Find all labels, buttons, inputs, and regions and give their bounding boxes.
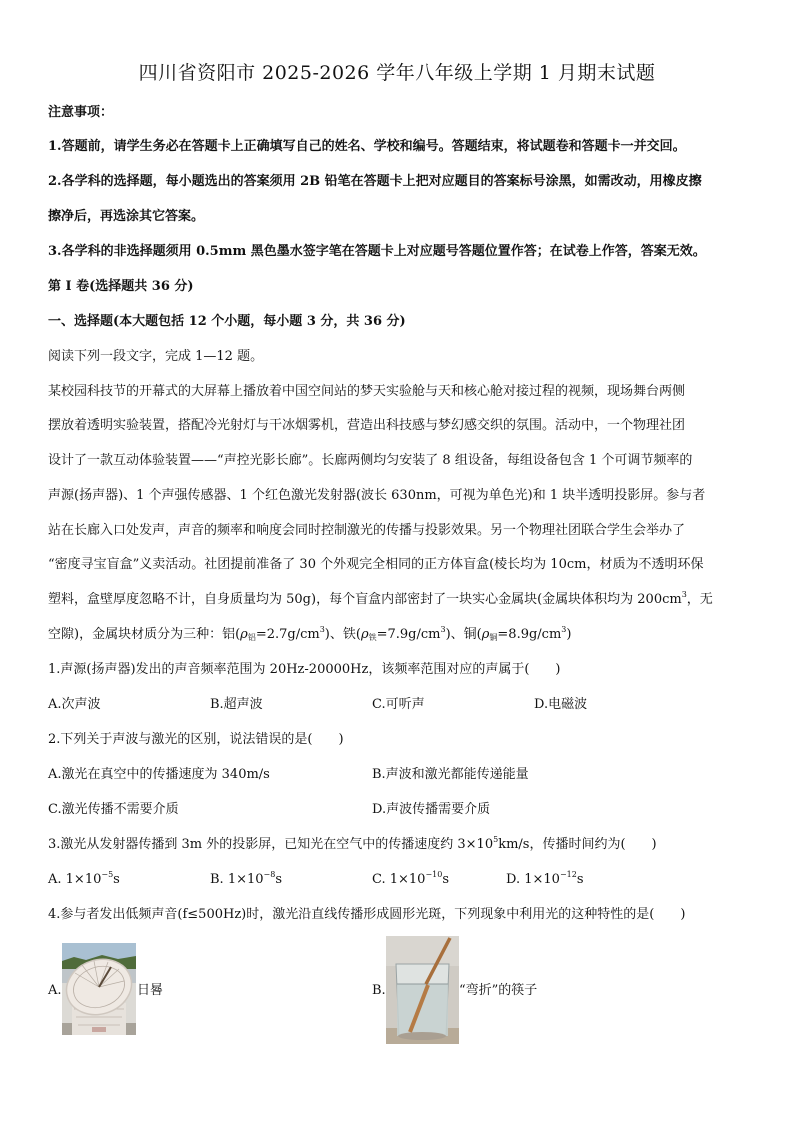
- passage-line-densities: [48, 626, 748, 644]
- note-1: 1.答题前，请学生务必在答题卡上正确填写自己的姓名、学校和编号。答题结束，将试题卷和答题卡一并交回。: [48, 139, 686, 154]
- superscript: 3: [681, 590, 687, 599]
- q2-option-b[interactable]: B.声波和激光都能传递能量: [372, 767, 529, 782]
- q1-option-b[interactable]: B.超声波: [210, 697, 263, 712]
- q3-option-d[interactable]: [506, 871, 584, 889]
- passage-line: [48, 591, 748, 609]
- option-text: C. 1×10: [372, 872, 426, 887]
- q4-option-a-text[interactable]: 日晷: [137, 983, 164, 998]
- subscript: 铜: [489, 633, 498, 642]
- unit: s: [113, 872, 120, 887]
- rho-symbol: ρ: [240, 627, 248, 642]
- unit: s: [576, 872, 584, 887]
- q4-option-b-letter[interactable]: B.: [372, 983, 386, 998]
- option-text: D. 1×10: [506, 872, 560, 887]
- passage-text: 塑料，盒壁厚度忽略不计，自身质量均为 50g)，每个盲盒内部密封了一块实心金属块(金属块体积均为 200cm: [48, 592, 682, 607]
- rho-symbol: ρ: [481, 627, 490, 642]
- superscript: 3: [561, 625, 567, 634]
- exponent: −10: [425, 870, 443, 879]
- passage-text: ，无: [686, 592, 713, 607]
- part-heading: 第 I 卷(选择题共 36 分): [48, 279, 194, 294]
- subscript: 铝: [247, 633, 256, 642]
- chopstick-in-glass-image: [386, 936, 459, 1044]
- q2-option-d[interactable]: D.声波传播需要介质: [372, 802, 491, 817]
- superscript: 3: [319, 625, 325, 634]
- passage-text: )、铜(: [445, 627, 482, 642]
- passage-line: 设计了一款互动体验装置——“声控光影长廊”。长廊两侧均匀安装了 8 组设备，每组设备包含 1 个可调节频率的: [48, 453, 693, 468]
- q1-option-c[interactable]: C.可听声: [372, 697, 425, 712]
- passage-line: “密度寻宝盲盒”义卖活动。社团提前准备了 30 个外观完全相同的正方体盲盒(棱长均为 10cm，材质为不透明环保: [48, 557, 704, 572]
- q3-option-c[interactable]: [372, 871, 449, 889]
- reading-intro: 阅读下列一段文字，完成 1—12 题。: [48, 349, 264, 364]
- density-value: =8.9g/cm: [497, 627, 562, 642]
- q3-option-a[interactable]: [48, 871, 120, 889]
- question-1-stem: 1.声源(扬声器)发出的声音频率范围为 20Hz-20000Hz，该频率范围对应的声属于( ): [48, 662, 561, 677]
- exponent: −12: [559, 870, 577, 879]
- passage-line: 摆放着透明实验装置，搭配冷光射灯与干冰烟雾机，营造出科技感与梦幻感交织的氛围。活动中，一个物理社团: [48, 418, 686, 433]
- q4-option-b-text[interactable]: “弯折”的筷子: [459, 983, 538, 998]
- notes-heading: 注意事项：: [48, 105, 114, 120]
- q3-option-b[interactable]: [210, 871, 282, 889]
- note-2-line-2: 擦净后，再选涂其它答案。: [48, 209, 205, 224]
- exponent: −8: [263, 870, 276, 879]
- sundial-image: [62, 943, 136, 1035]
- superscript: 5: [493, 835, 499, 844]
- passage-text: )、铁(: [324, 627, 361, 642]
- q1-option-d[interactable]: D.电磁波: [534, 697, 588, 712]
- question-3-stem: [48, 836, 748, 854]
- passage-line: 声源(扬声器)、1 个声强传感器、1 个红色激光发射器(波长 630nm，可视为单色光)和 1 块半透明投影屏。参与者: [48, 488, 706, 503]
- unit: s: [275, 872, 282, 887]
- passage-line: 站在长廊入口处发声，声音的频率和响度会同时控制激光的传播与投影效果。另一个物理社团联合学生会举办了: [48, 523, 686, 538]
- unit: s: [442, 872, 450, 887]
- stem-text: km/s，传播时间约为( ): [498, 837, 657, 852]
- density-value: =7.9g/cm: [376, 627, 441, 642]
- passage-text: 空隙)，金属块材质分为三种：铝(: [48, 627, 241, 642]
- question-4-stem: 4.参与者发出低频声音(f≤500Hz)时，激光沿直线传播形成圆形光斑，下列现象中利用光的这种特性的是( ): [48, 907, 686, 922]
- note-2-line-1: 2.各学科的选择题，每小题选出的答案须用 2B 铅笔在答题卡上把对应题目的答案标号涂黑，如需改动，用橡皮擦: [48, 174, 702, 189]
- q2-option-c[interactable]: C.激光传播不需要介质: [48, 802, 179, 817]
- passage-text: ): [566, 627, 572, 642]
- question-2-stem: 2.下列关于声波与激光的区别，说法错误的是( ): [48, 732, 344, 747]
- superscript: 3: [440, 625, 446, 634]
- q1-option-a[interactable]: A.次声波: [48, 697, 101, 712]
- q4-option-a-letter[interactable]: A.: [48, 983, 62, 998]
- option-text: B. 1×10: [210, 872, 264, 887]
- subscript: 铁: [368, 633, 377, 642]
- page-title: 四川省资阳市 2025-2026 学年八年级上学期 1 月期末试题: [138, 62, 656, 84]
- exponent: −5: [101, 870, 114, 879]
- option-text: A. 1×10: [48, 872, 102, 887]
- stem-text: 3.激光从发射器传播到 3m 外的投影屏，已知光在空气中的传播速度约 3×10: [48, 837, 494, 852]
- q2-option-a[interactable]: A.激光在真空中的传播速度为 340m/s: [48, 767, 270, 782]
- section-heading: 一、选择题(本大题包括 12 个小题，每小题 3 分，共 36 分): [48, 314, 406, 329]
- note-3: 3.各学科的非选择题须用 0.5mm 黑色墨水签字笔在答题卡上对应题号答题位置作答；在试卷上作答，答案无效。: [48, 244, 706, 259]
- passage-line: 某校园科技节的开幕式的大屏幕上播放着中国空间站的梦天实验舱与天和核心舱对接过程的视频，现场舞台两侧: [48, 384, 686, 399]
- density-value: =2.7g/cm: [255, 627, 320, 642]
- rho-symbol: ρ: [360, 627, 369, 642]
